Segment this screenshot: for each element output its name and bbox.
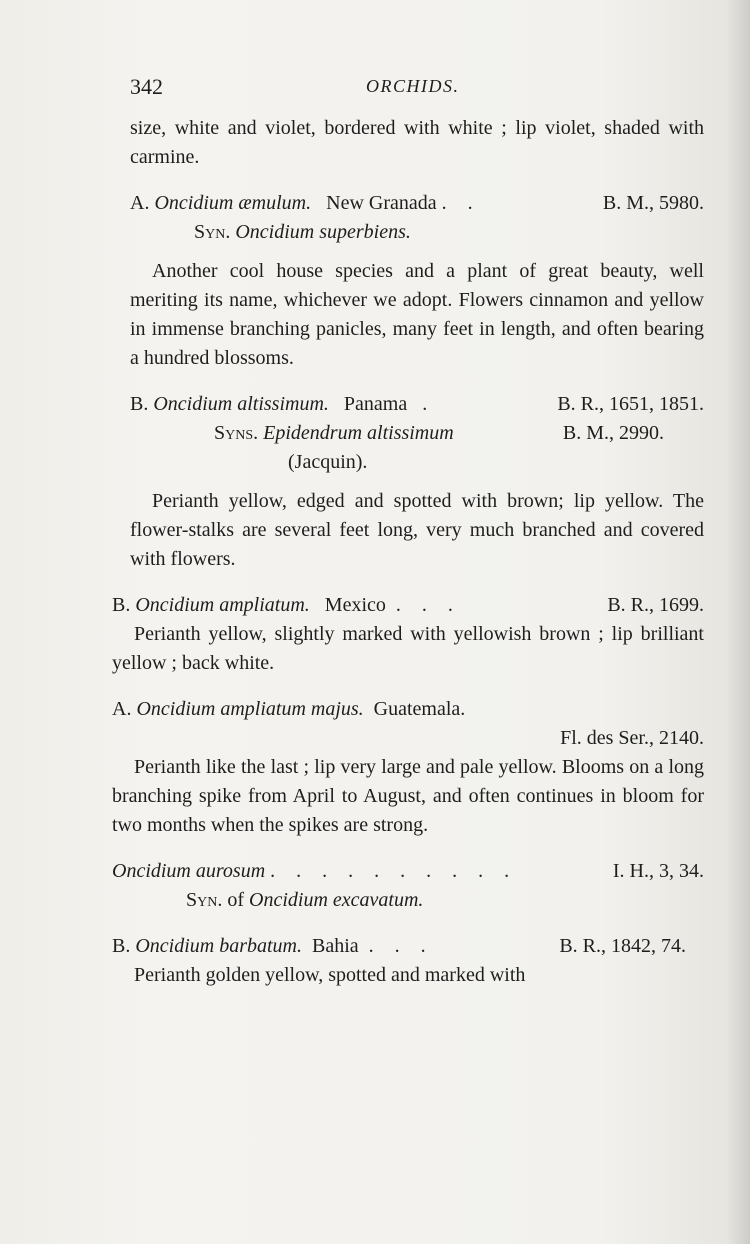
entry-heading [112,857,704,886]
entry-description: Perianth golden yellow, spotted and marked with [134,964,526,986]
entry-grade: B. [112,594,131,616]
species-name: Oncidium æmulum. [154,192,312,214]
species-name: Oncidium altissimum. [153,393,329,415]
entry-description: Perianth yellow, edged and spotted with brown; lip yellow. The flower-stalks are several feet long, very much branched and covered with flowers. [130,490,704,570]
entry-description: size, white and violet, bordered with white ; lip violet, shaded with carmine. [130,117,704,168]
entry-grade: B. [130,393,149,415]
species-locality: Mexico [324,594,386,616]
species-reference: B. R., 1842, 74. [559,935,686,957]
entry-heading [130,390,704,419]
entry-grade: A. [112,698,132,720]
synonym-line [112,886,704,915]
dot-leader: . . [441,192,481,214]
dot-leader: . . . [368,935,434,957]
page-edge-shadow [726,0,750,1244]
synonym-label: Syns. [214,422,259,444]
running-head [130,74,670,106]
species-name: Oncidium aurosum [112,860,266,882]
page-content [112,114,704,990]
species-locality: Bahia [312,935,359,957]
synonym-name: Oncidium excavatum. [249,889,424,911]
synonym-of: of [227,889,245,911]
synonym-line [130,419,704,448]
species-entry [112,189,704,373]
species-reference: B. R., 1699. [607,594,704,616]
dot-leader: . [422,393,436,415]
synonym-reference: B. M., 2990. [562,422,664,444]
species-reference: I. H., 3, 34. [612,860,704,882]
synonym-line [130,218,704,247]
species-entry [112,932,704,990]
species-reference: B. R., 1651, 1851. [557,393,704,415]
species-reference: B. M., 5980. [602,192,704,214]
entry-heading [112,695,704,724]
synonym-name: Epidendrum altissimum [263,422,454,444]
entry-description: Perianth like the last ; lip very large and pale yellow. Blooms on a long branching spike from April to August, and often continues in bloom for two months when the spikes are strong. [112,756,704,836]
species-locality: Panama [343,393,408,415]
species-locality: New Granada [326,192,437,214]
species-entry [112,695,704,840]
entry-grade: B. [112,935,131,957]
synonym-name: Oncidium superbiens. [235,221,411,243]
species-reference: Fl. des Ser., 2140. [560,727,704,749]
synonym-author: (Jacquin). [288,451,368,473]
running-title: ORCHIDS. [366,76,460,96]
species-entry [112,857,704,915]
synonym-label: Syn. [186,889,223,911]
species-name: Oncidium ampliatum. [135,594,310,616]
page-number: 342 [130,74,163,99]
species-entry [112,591,704,678]
entry-heading [112,591,704,620]
species-locality: Guatemala. [373,698,466,720]
species-name: Oncidium ampliatum majus. [136,698,364,720]
entry-heading [130,189,704,218]
entry-description: Perianth yellow, slightly marked with yellowish brown ; lip brilliant yellow ; back white. [112,623,704,674]
entry-description: Another cool house species and a plant of great beauty, well meriting its name, whichever we adopt. Flowers cinnamon and yellow in immense branching panicles, many feet in length, and often bearing a hundred blossoms. [130,260,704,369]
dot-leader: . . . [395,594,461,616]
species-name: Oncidium barbatum. [135,935,303,957]
entry-heading [112,932,704,961]
dot-leader: . . . . . . . . . . [270,860,518,882]
entry-grade: A. [130,192,150,214]
species-entry [112,390,704,574]
synonym-label: Syn. [194,221,231,243]
